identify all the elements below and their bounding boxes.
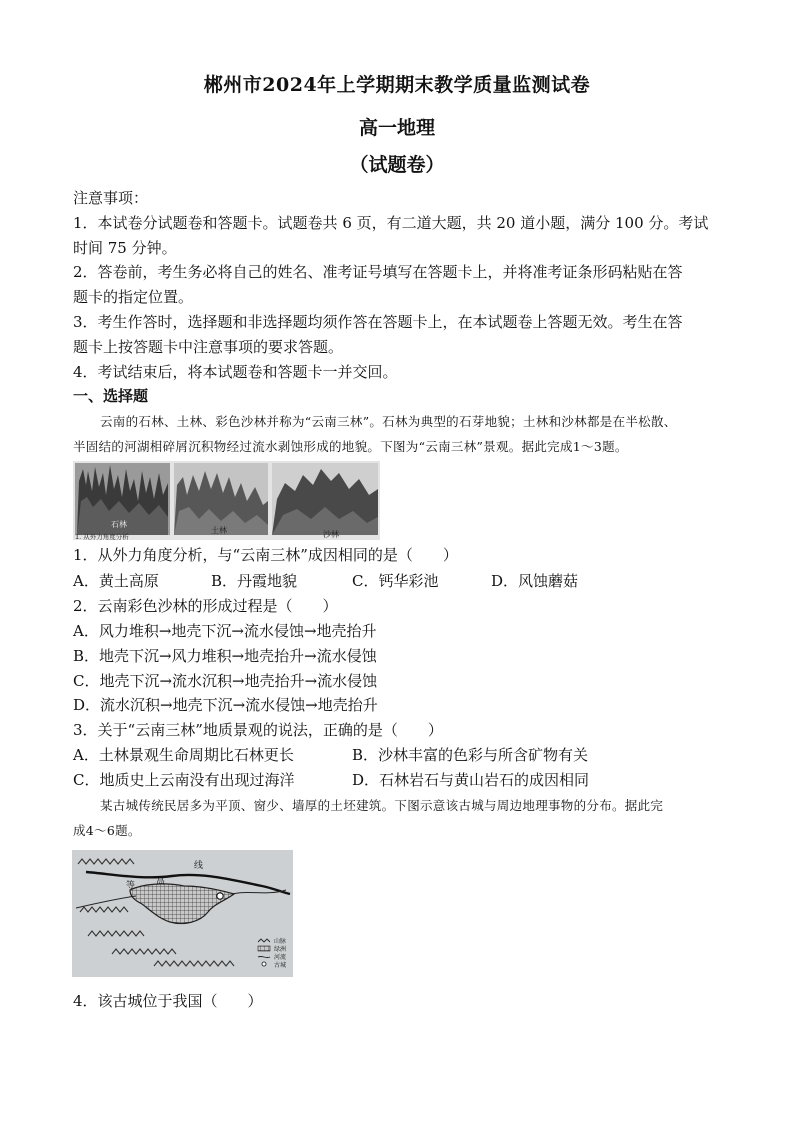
material-1-line-2: 半固结的河湖相碎屑沉积物经过流水剥蚀形成的地貌。下图为“云南三林”景观。据此完成1～3题。	[73, 439, 628, 454]
notice-item-1-cont: 时间 75 分钟。	[73, 239, 177, 257]
notice-item-3: 3．考生作答时，选择题和非选择题均须作答在答题卡上，在本试题卷上答题无效。考生在答	[73, 313, 683, 331]
question-1-stem: 1．从外力角度分析，与“云南三林”成因相同的是（ ）	[73, 546, 458, 564]
legend-city-label: 古城	[274, 962, 287, 969]
question-1-option-b: B．丹霞地貌	[211, 572, 298, 590]
paper-type: （试题卷）	[349, 154, 445, 176]
question-2-option-c: C．地壳下沉→流水沉积→地壳抬升→流水侵蚀	[73, 672, 378, 690]
question-3-stem: 3．关于“云南三林”地质景观的说法，正确的是（ ）	[73, 721, 443, 739]
material-1-line-1: 云南的石林、土林、彩色沙林并称为“云南三林”。石林为典型的石芽地貌；土林和沙林都是在半松散、	[100, 414, 677, 429]
notice-item-3-cont: 题卡上按答题卡中注意事项的要求答题。	[73, 338, 344, 356]
shalin-label: 沙林	[323, 530, 339, 539]
section-heading: 一、选择题	[73, 387, 149, 405]
notice-item-4: 4．考试结束后，将本试题卷和答题卡一并交回。	[73, 363, 398, 381]
material-2-line-1: 某古城传统民居多为平顶、窗少、墙厚的土坯建筑。下图示意该古城与周边地理事物的分布。据此完	[100, 798, 664, 813]
legend-oasis-label: 绿洲	[274, 946, 287, 953]
question-3-option-c: C．地质史上云南没有出现过海洋	[73, 771, 295, 789]
notice-item-2: 2．答卷前，考生务必将自己的姓名、准考证号填写在答题卡上，并将准考证条形码粘贴在答	[73, 263, 683, 281]
question-2-option-d: D．流水沉积→地壳下沉→流水侵蚀→地壳抬升	[73, 696, 378, 714]
notice-item-1: 1．本试卷分试题卷和答题卡。试题卷共 6 页，有二道大题，共 20 道小题，满分 100 分。考试	[73, 214, 709, 232]
notice-heading: 注意事项：	[73, 189, 149, 207]
yunnan-three-forests-photo	[73, 461, 380, 540]
map-label-gao: 高	[156, 877, 166, 887]
question-1-option-c: C．钙华彩池	[352, 572, 439, 590]
ancient-city-map	[72, 850, 293, 977]
question-1-option-a: A．黄土高原	[73, 572, 159, 590]
tulin-label: 土林	[211, 526, 227, 535]
exam-title: 郴州市2024年上学期期末教学质量监测试卷	[203, 74, 591, 96]
notice-item-2-cont: 题卡的指定位置。	[73, 288, 194, 306]
question-3-option-a: A．土林景观生命周期比石林更长	[73, 746, 294, 764]
legend-oasis-icon	[258, 946, 270, 951]
material-2-line-2: 成4～6题。	[73, 823, 141, 838]
question-1-option-d: D．风蚀蘑菇	[491, 572, 579, 590]
question-3-option-d: D．石林岩石与黄山岩石的成因相同	[352, 771, 590, 789]
map-label-deng: 等	[126, 881, 136, 891]
question-2-stem: 2．云南彩色沙林的形成过程是（ ）	[73, 597, 338, 615]
subject-title: 高一地理	[358, 117, 435, 139]
question-4-stem: 4．该古城位于我国（ ）	[73, 992, 263, 1010]
map-label-xian: 线	[194, 861, 204, 871]
question-2-option-a: A．风力堆积→地壳下沉→流水侵蚀→地壳抬升	[73, 622, 377, 640]
question-2-option-b: B．地壳下沉→风力堆积→地壳抬升→流水侵蚀	[73, 647, 377, 665]
photo-cut-text: 1. 从外力角度分析	[75, 533, 129, 540]
legend-mountain-label: 山脉	[274, 938, 287, 945]
shilin-label: 石林	[111, 520, 127, 529]
question-3-option-b: B．沙林丰富的色彩与所含矿物有关	[352, 746, 589, 764]
legend-city-icon	[262, 962, 266, 966]
legend-river-label: 河流	[274, 954, 287, 961]
